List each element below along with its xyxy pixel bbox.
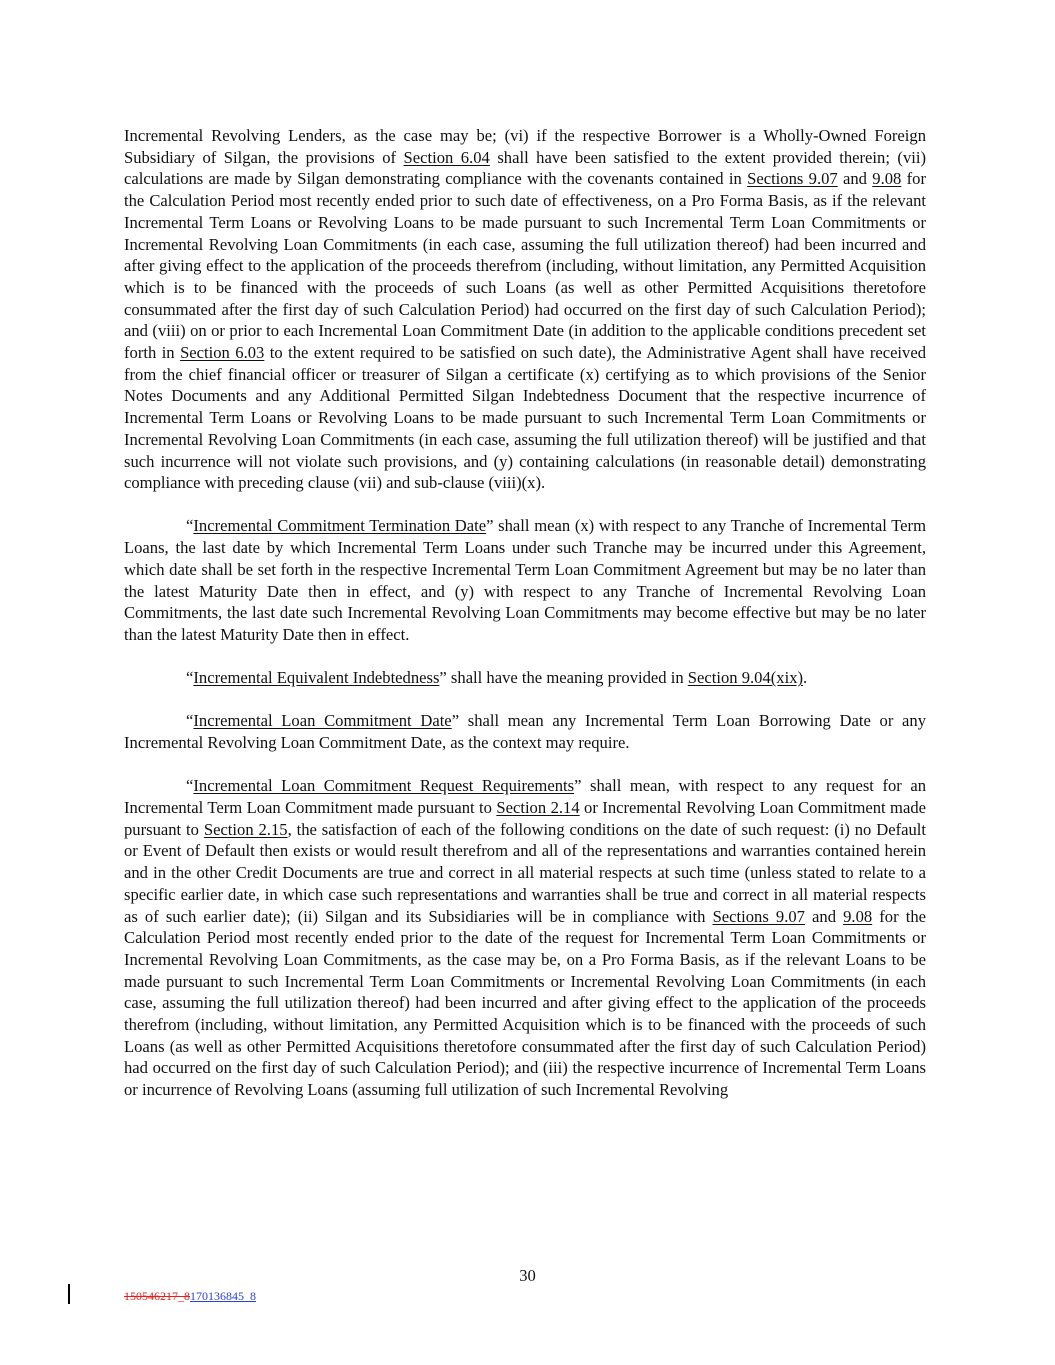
definition-incremental-loan-commitment-date: “Incremental Loan Commitment Date” shall mean any Incremental Term Loan Borrowing Date or any Incremental Revolving Loan Commitment Date, as the context may require. [124, 711, 926, 753]
section-ref-6-04[interactable]: Section 6.04 [403, 147, 490, 167]
section-ref-2-15[interactable]: Section 2.15 [203, 819, 288, 839]
revision-change-bar [68, 1284, 70, 1304]
page-body [124, 125, 926, 1122]
document-id-deleted: 150546217_8 [124, 1289, 190, 1303]
definition-incremental-loan-commitment-request-requirements: “Incremental Loan Commitment Request Requirements” shall mean, with respect to any request for an Incremental Term Loan Commitment made pursuant to Section 2.14 or Incremental Revolving Loan Commitment made pursuant to Section 2.15, the satisfaction of each of the following conditions on the date of such request: (i) no Default or Event of Default then exists or would result therefrom and all of the representations and warranties contained herein and in the other Credit Documents are true and correct in all material respects at such time (unless stated to relate to a specific earlier date, in which case such representations and warranties shall be true and correct in all material respects as of such earlier date); (ii) Silgan and its Subsidiaries will be in compliance with Sections 9.07 and 9.08 for the Calculation Period most recently ended prior to the date of the request for Incremental Term Loan Commitments or Incremental Revolving Loan Commitments, as the case may be, on a Pro Forma Basis, as if the relevant Loans to be made pursuant to such Incremental Term Loan Commitments or Incremental Revolving Loan Commitments (in each case, assuming the full utilization thereof) had been incurred and after giving effect to the application of the proceeds therefrom (including, without limitation, any Permitted Acquisition which is to be financed with the proceeds of such Loans (as well as other Permitted Acquisitions theretofore consummated after the first day of such Calculation Period) had occurred on the first day of such Calculation Period); and (iii) the respective incurrence of Incremental Term Loans or incurrence of Revolving Loans (assuming full utilization of such Incremental Revolving [124, 776, 927, 1100]
paragraph-continuation: Incremental Revolving Lenders, as the case may be; (vi) if the respective Borrower is a Wholly-Owned Foreign Subsidiary of Silgan, the provisions of Section 6.04 shall have been satisfied to the extent provided therein; (vii) calculations are made by Silgan demonstrating compliance with the covenants contained in Sections 9.07 and 9.08 for the Calculation Period most recently ended prior to such date of effectiveness, on a Pro Forma Basis, as if the relevant Incremental Term Loans or Revolving Loans to be made pursuant to such Incremental Term Loan Commitments or Incremental Revolving Loan Commitments (in each case, assuming the full utilization thereof) had been incurred and after giving effect to the application of the proceeds therefrom (including, without limitation, any Permitted Acquisition which is to be financed with the proceeds of such Loans (as well as other Permitted Acquisitions theretofore consummated after the first day of such Calculation Period) had occurred on the first day of such Calculation Period); and (viii) on or prior to each Incremental Loan Commitment Date (in addition to the applicable conditions precedent set forth in Section 6.03 to the extent required to be satisfied on such date), the Administrative Agent shall have received from the chief financial officer or treasurer of Silgan a certificate (x) certifying as to which provisions of the Senior Notes Documents and any Additional Permitted Silgan Indebtedness Document that the respective incurrence of Incremental Term Loans or Revolving Loans to be made pursuant to such Incremental Term Loan Commitments or Incremental Revolving Loan Commitments (in each case, assuming the full utilization thereof) will be justified and that such incurrence will not violate such provisions, and (y) containing calculations (in reasonable detail) demonstrating compliance with preceding clause (vii) and sub-clause (viii)(x). [124, 126, 927, 493]
section-ref-6-03[interactable]: Section 6.03 [180, 343, 265, 363]
section-ref-9-08[interactable]: 9.08 [843, 906, 873, 926]
defined-term: Incremental Commitment Termination Date [193, 516, 487, 536]
section-ref-9-07[interactable]: Sections 9.07 [747, 169, 838, 189]
document-id [124, 1289, 256, 1304]
definition-incremental-equivalent-indebtedness: “Incremental Equivalent Indebtedness” shall have the meaning provided in Section 9.04(xix). [186, 668, 808, 688]
defined-term: Incremental Equivalent Indebtedness [193, 668, 440, 688]
document-id-inserted: 170136845_8 [190, 1289, 256, 1303]
section-ref-9-04-xix[interactable]: Section 9.04(xix) [687, 668, 804, 688]
section-ref-2-14[interactable]: Section 2.14 [496, 797, 580, 817]
defined-term: Incremental Loan Commitment Request Requirements [193, 776, 575, 796]
section-ref-9-08[interactable]: 9.08 [872, 169, 902, 189]
defined-term: Incremental Loan Commitment Date [193, 711, 452, 731]
definition-incremental-commitment-termination-date: “Incremental Commitment Termination Date” shall mean (x) with respect to any Tranche of Incremental Term Loans, the last date by which Incremental Term Loans under such Tranche may be incurred under this Agreement, which date shall be set forth in the respective Incremental Term Loan Commitment Agreement but may be no later than the latest Maturity Date then in effect, and (y) with respect to any Tranche of Incremental Revolving Loan Commitments, the last date such Incremental Revolving Loan Commitments may become effective but may be no later than the latest Maturity Date then in effect. [124, 516, 926, 644]
page-number: 30 [519, 1266, 536, 1285]
section-ref-9-07[interactable]: Sections 9.07 [712, 906, 805, 926]
